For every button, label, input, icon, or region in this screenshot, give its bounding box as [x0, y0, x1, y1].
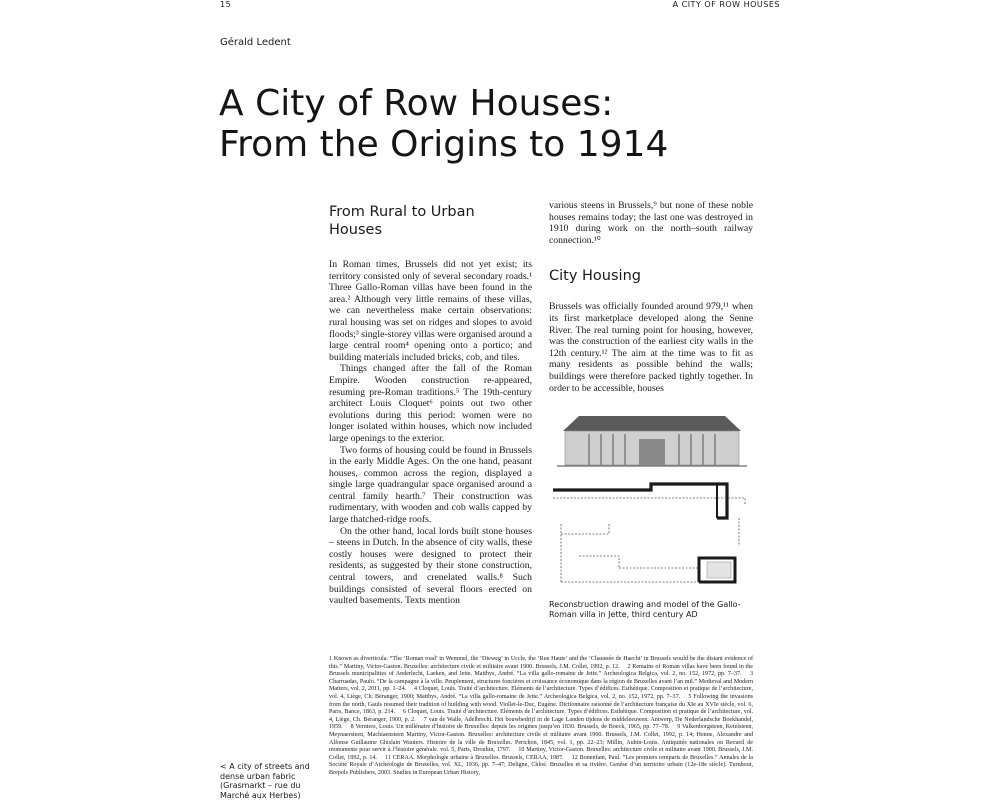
footnote-9: 9 Valkenborgsteen, Ketelsteen, Meynaersteen, Machiaensteen Martiny, Victor-Gaston. Bruxelles: architecture civile et militaire avant 1900. Brussels, J.M. Collet, 1992, p. 14; Henne, Alexandre and Alfonse Guillaume Ghislain Wauters. Histoire de la ville de Bruxelles. Perichon, 1845, vol. 1, pp. 22–23; Millin, Aubin-Louis. Antiquités nationales ou Recueil de monuments pour servir à l’histoire générale. vol. 5, Paris, Drouhin, 1797.	[329, 724, 754, 754]
footnote-12: 12 Bonenfant, Paul. “Les premiers remparts de Bruxelles.” Annales de la Société Royale d’Archéologie de Bruxelles, vol. XL, 1936, pp. 7–47; Deligne, Chloé. Bruxelles et sa rivière. Genèse d’un territoire urbain (12e-18e siècle). Turnhout, Brepols Publishers, 2003. Studies in European Urban History,	[329, 754, 753, 776]
title-line-1: A City of Row Houses:	[219, 83, 614, 124]
text-column-left	[329, 203, 532, 607]
footnote-6: 6 Cloquet, Louis. Traité d’architecture. Eléments de l’architecture. Types d’édifices. Esthétique. Composition et pratique de l’architecture, vol. 4, Liège, Ch. Béranger, 1900, p. 2.	[329, 709, 754, 723]
villa-central-door	[639, 439, 665, 465]
footnote-3: 3 Charruadas, Paulo. “De la campagne à la ville. Peuplement, structures foncières et croissance économique dans la région de Bruxelles avant l’an mil.” Medieval and Modern Matters, vol. 2, 2011, pp. 1–24.	[329, 671, 753, 693]
paragraph-4: On the other hand, local lords built stone houses – steens in Dutch. In the absence of city walls, these costly houses were designed to protect their residents, as suggested by their stone construction, central towers, and crenelated walls.⁸ Such buildings consisted of several floors erected on vaulted basements. Texts mention	[329, 525, 532, 607]
text-column-right	[549, 200, 753, 394]
footnote-1: 1 Known as diverticula. “The ‘Roman road’ in Wemmel, the ‘Dieweg’ in Uccle, the ‘Rue Haute’ and the ‘Chaussée de Haecht’ in Brussels would be the distant evidence of this.” Martiny, Victor-Gaston. Bruxelles: architecture civile et militaire avant 1900. Brussels, J.M. Collet, 1992, p. 12.	[329, 656, 753, 670]
paragraph-6: Brussels was officially founded around 979,¹¹ when its first marketplace developed along the Senne River. The real turning point for housing, however, was the construction of the earliest city walls in the 12th century.¹² The aim at the time was to fit as many residents as possible behind the walls; buildings were therefore packed tightly together. In order to be accessible, houses	[549, 301, 753, 394]
footnotes	[329, 656, 753, 778]
article-title	[219, 83, 719, 165]
footnote-2: 2 Remains of Roman villas have been found in the Brussels municipalities of Anderlecht, Laeken, and Jette. Matthys, André. “La villa gallo-romaine de Jette.” Archeologica Belgica, vol. 2, no. 152, 1972, pp. 7–37.	[329, 663, 753, 678]
footnote-11: 11 CERAA. Morphologie urbaine à Bruxelles. Brussels, CERAA, 1987.	[384, 754, 564, 761]
paragraph-3: Two forms of housing could be found in Brussels in the early Middle Ages. On the one hand, peasant houses, common across the region, displayed a single large quadrangular space organised around a central family hearth.⁷ Their construction was rudimentary, with wooden and cob walls capped by large thatched-ridge roofs.	[329, 444, 532, 526]
footnote-5: 5 Following the invasions from the north, Gauls resumed their tradition of building with wood. Viollet-le-Duc, Eugène. Dictionnaire raisonné de l’architecture française du XIe au XVIe siècle, vol. 6, Paris, Bance, 1863, p. 214.	[329, 693, 754, 716]
villa-roof	[563, 416, 741, 431]
villa-reconstruction-figure	[549, 406, 755, 596]
footnote-7: 7 van de Walle, Adelbrecht. Het bouwbedrijf in de Lage Landen tijdens de middeleeuwen. Antwerp, De Nederlandsche Boekhandel, 1959.	[329, 716, 753, 731]
paragraph-5: various steens in Brussels,⁹ but none of these noble houses remains today; the last one was destroyed in 1910 during work on the north–south railway connection.¹⁰	[549, 200, 753, 246]
footnote-10: 10 Martiny, Victor-Gaston. Bruxelles: architecture civile et militaire avant 1900. Brussels, J.M. Collet, 1992, p. 14.	[329, 747, 753, 761]
section-heading-city-housing: City Housing	[549, 268, 641, 285]
paragraph-2: Things changed after the fall of the Roman Empire. Wooden construction re-appeared, resuming pre-Roman traditions.⁵ The 19th-century architect Louis Cloquet⁶ points out two other evolutions during this period: women were no longer isolated within houses, which now included large openings to the exterior.	[329, 363, 532, 444]
side-image-caption: < A city of streets and dense urban fabric (Grasmarkt – rue du Marché aux Herbes)	[220, 762, 310, 800]
title-line-2: From the Origins to 1914	[219, 124, 669, 165]
page-number: 15	[220, 0, 232, 9]
villa-elevation-drawing	[557, 416, 747, 466]
author-name: Gérald Ledent	[220, 37, 291, 48]
villa-floor-plan	[553, 484, 745, 582]
section-heading-rural-urban: From Rural to Urban Houses	[329, 204, 475, 238]
paragraph-1: In Roman times, Brussels did not yet exist; its territory consisted only of several secondary roads.¹ Three Gallo-Roman villas have been found in the area.² Although very little remains of these villas, we can nevertheless make certain observations: rural housing was set on ridges and slopes to avoid floods;³ single-storey villas were organised around a large central room⁴ opening onto a portico; and building materials included bricks, cob, and tiles.	[329, 259, 532, 363]
footnote-8: 8 Verniers, Louis. Un millénaire d’histoire de Bruxelles: depuis les origines jusqu’en 1830. Brussels, de Boeck, 1965, pp. 77–78.	[350, 724, 670, 731]
running-head: A CITY OF ROW HOUSES	[672, 0, 780, 9]
footnote-4: 4 Cloquet, Louis. Traité d’architecture. Eléments de l’architecture. Types d’édifices. Esthétique. Composition et pratique de l’architecture, vol. 4, Liège, Ch. Béranger, 1900; Matthys, André. “La villa gallo-romaine de Jette.” Archeologica Belgica, vol. 2, no. 152, 1972, pp. 7–37.	[329, 686, 753, 700]
figure-caption: Reconstruction drawing and model of the Gallo-Roman villa in Jette, third century AD	[549, 600, 741, 619]
